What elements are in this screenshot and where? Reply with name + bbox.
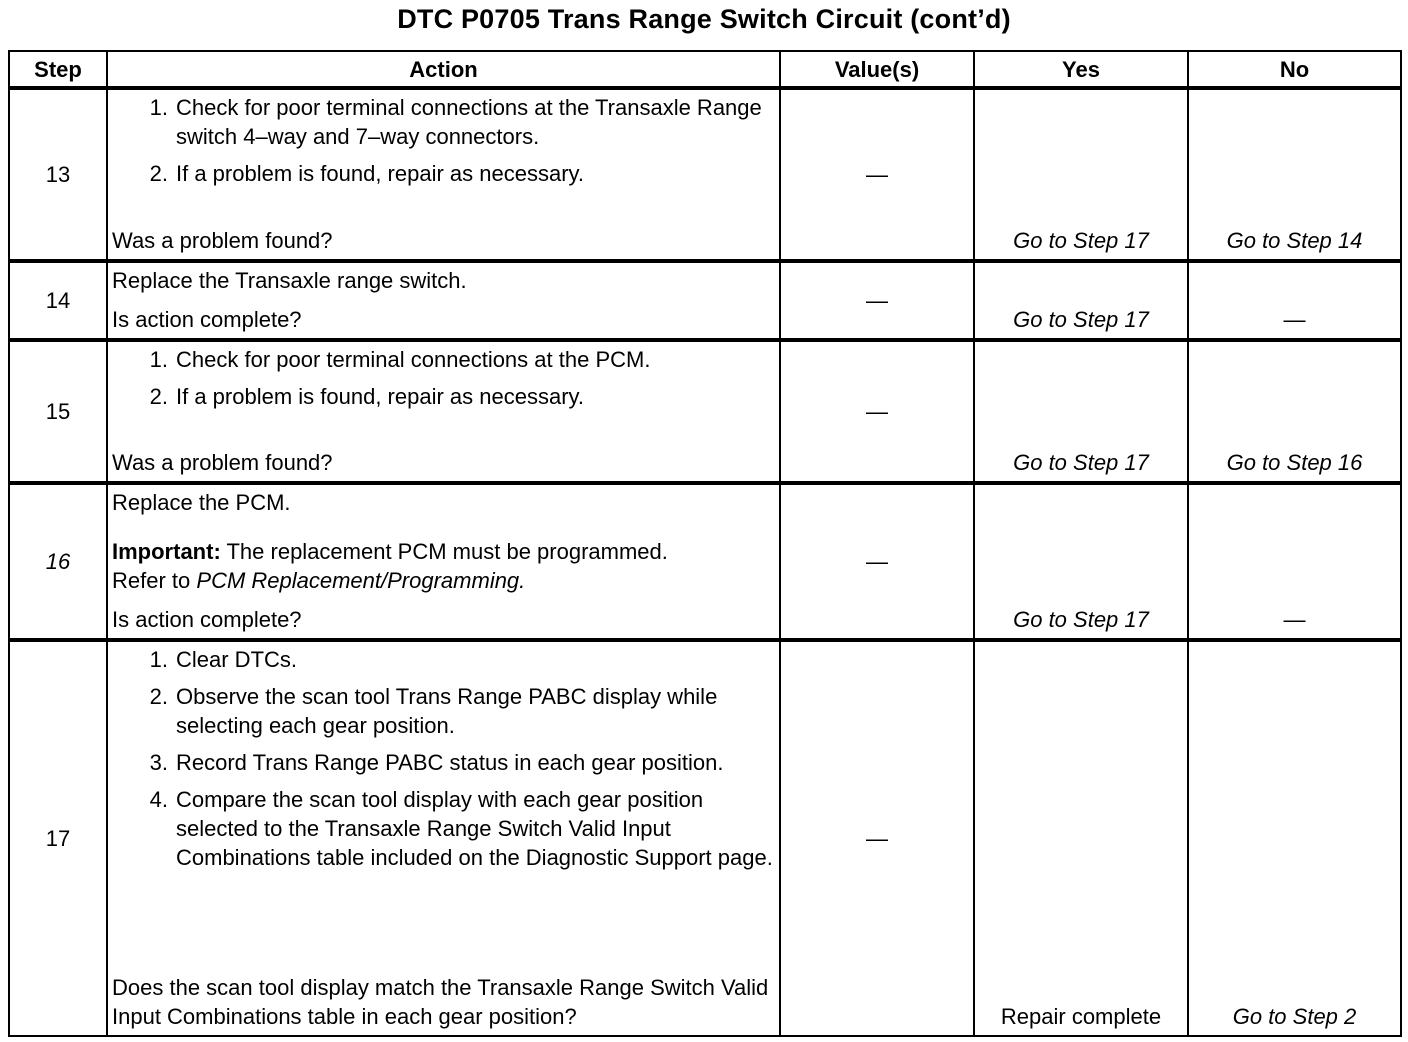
no-cell [1188,340,1401,483]
list-item: 4. Compare the scan tool display with each gear position selected to the Transaxle Range Switch Valid Input Combinations table included on the Diagnostic Support page. [149,787,773,870]
action-question: Was a problem found? [112,450,333,475]
list-item: 1. Clear DTCs. [149,647,298,672]
dash: — [866,288,888,313]
list-item: 2. If a problem is found, repair as necessary. [149,384,585,409]
go-to-step-link[interactable]: Go to Step 2 [1232,1004,1357,1029]
repair-complete-text: Repair complete [1000,1004,1162,1029]
go-to-step-link[interactable]: Go to Step 17 [1013,607,1149,632]
important-text: The replacement PCM must be programmed. [226,538,668,564]
header-values: Value(s) [780,51,974,88]
action-steps [112,93,773,196]
table-row [9,483,1401,640]
dash: — [866,162,888,187]
yes-cell [974,340,1188,483]
yes-cell [974,483,1188,640]
action-cell [107,88,780,261]
header-no: No [1188,51,1401,88]
diagnostic-table [8,50,1402,1037]
action-line: Replace the PCM. [112,490,291,515]
important-note [112,537,773,595]
header-step: Step [9,51,107,88]
dash: — [866,826,888,851]
list-item: 3. Record Trans Range PABC status in each gear position. [149,750,724,775]
action-question: Does the scan tool display match the Transaxle Range Switch Valid Input Combinations table in each gear position? [112,975,769,1029]
page-title: DTC P0705 Trans Range Switch Circuit (cont’d) [397,4,1011,34]
action-cell [107,483,780,640]
yes-cell [974,261,1188,340]
no-cell [1188,261,1401,340]
action-steps [112,645,773,880]
table-row [9,340,1401,483]
header-row [9,51,1401,88]
yes-cell [974,88,1188,261]
action-cell [107,261,780,340]
value-cell [780,88,974,261]
header-action: Action [107,51,780,88]
step-number: 16 [9,483,107,640]
action-question: Is action complete? [112,307,302,332]
step-number: 13 [9,88,107,261]
no-cell [1188,88,1401,261]
dash: — [1283,307,1306,332]
value-cell [780,340,974,483]
table-row [9,640,1401,1036]
step-number: 14 [9,261,107,340]
step-number: 15 [9,340,107,483]
table-row [9,261,1401,340]
yes-cell [974,640,1188,1036]
go-to-step-link[interactable]: Go to Step 17 [1013,450,1149,475]
go-to-step-link[interactable]: Go to Step 16 [1226,450,1363,475]
action-line: Replace the Transaxle range switch. [112,268,467,293]
header-yes: Yes [974,51,1188,88]
step-number: 17 [9,640,107,1036]
list-item: 2. If a problem is found, repair as necessary. [149,161,585,186]
list-item: 1. Check for poor terminal connections at the Transaxle Range switch 4–way and 7–way connectors. [149,95,762,149]
action-steps [112,345,773,419]
list-item: 2. Observe the scan tool Trans Range PABC display while selecting each gear position. [149,684,718,738]
value-cell [780,483,974,640]
go-to-step-link[interactable]: Go to Step 14 [1226,228,1363,253]
action-question: Was a problem found? [112,228,333,253]
no-cell [1188,640,1401,1036]
refer-prefix: Refer to [112,567,191,593]
action-question: Is action complete? [112,607,302,632]
dash: — [866,549,888,574]
table-row [9,88,1401,261]
list-item: 1. Check for poor terminal connections at the PCM. [149,347,651,372]
no-cell [1188,483,1401,640]
dash: — [866,399,888,424]
value-cell [780,261,974,340]
action-cell [107,340,780,483]
dash: — [1283,607,1306,632]
action-cell [107,640,780,1036]
value-cell [780,640,974,1036]
important-label: Important: [112,538,221,564]
go-to-step-link[interactable]: Go to Step 17 [1013,307,1149,332]
procedure-reference-link[interactable]: PCM Replacement/Programming. [196,567,526,593]
go-to-step-link[interactable]: Go to Step 17 [1013,228,1149,253]
